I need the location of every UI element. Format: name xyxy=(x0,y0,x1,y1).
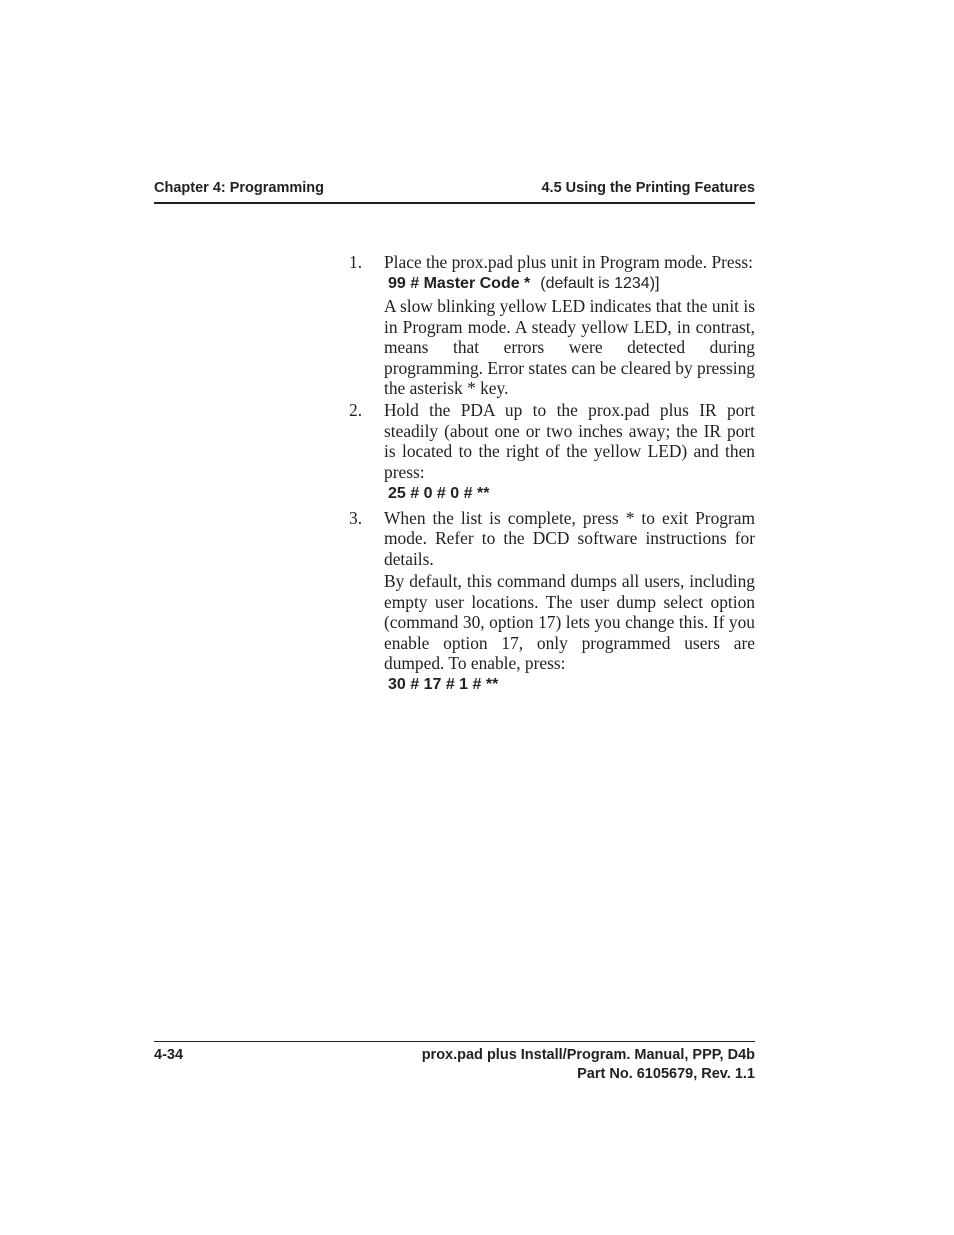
command-line xyxy=(388,484,755,504)
step-number: 3. xyxy=(349,508,363,529)
chapter-title: Chapter 4: Programming xyxy=(154,180,324,196)
procedure-list xyxy=(349,252,755,697)
step-explanation: A slow blinking yellow LED indicates that the unit is in Program mode. A steady yellow LED, in contrast, means that errors were detected during programming. Error states can be cleared by pressing the asterisk * key. xyxy=(384,296,755,399)
step-body xyxy=(384,252,755,398)
running-header xyxy=(154,180,755,204)
running-footer xyxy=(154,1041,755,1084)
manual-title: prox.pad plus Install/Program. Manual, PPP, D4b xyxy=(421,1047,755,1063)
step-number: 2. xyxy=(349,400,363,421)
page-number: 4-34 xyxy=(154,1047,184,1063)
command-line xyxy=(388,675,755,695)
key-sequence: 30 # 17 # 1 # ** xyxy=(388,676,499,694)
step-instruction: Hold the PDA up to the prox.pad plus IR port steadily (about one or two inches away; the IR port is located to the right of the yellow LED) and then press: xyxy=(384,400,755,482)
step-number: 1. xyxy=(349,252,363,272)
step-2 xyxy=(349,400,755,506)
step-3 xyxy=(349,508,755,697)
step-1 xyxy=(349,252,755,398)
command-note: (default is 1234)] xyxy=(540,275,660,293)
step-explanation: By default, this command dumps all users, including empty user locations. The user dump select option (command 30, option 17) lets you change this. If you enable option 17, only programmed users are dumped. To enable, press: xyxy=(384,571,755,673)
section-title: 4.5 Using the Printing Features xyxy=(541,180,755,196)
step-instruction: When the list is complete, press * to exit Program mode. Refer to the DCD software instructions for details. xyxy=(384,508,755,569)
command-line xyxy=(388,274,755,294)
step-body xyxy=(384,400,755,506)
key-sequence: 99 # Master Code * xyxy=(388,275,531,293)
step-instruction: Place the prox.pad plus unit in Program mode. Press: xyxy=(384,252,754,272)
step-body xyxy=(384,508,755,697)
part-number: Part No. 6105679, Rev. 1.1 xyxy=(577,1066,755,1082)
key-sequence: 25 # 0 # 0 # ** xyxy=(388,485,490,503)
